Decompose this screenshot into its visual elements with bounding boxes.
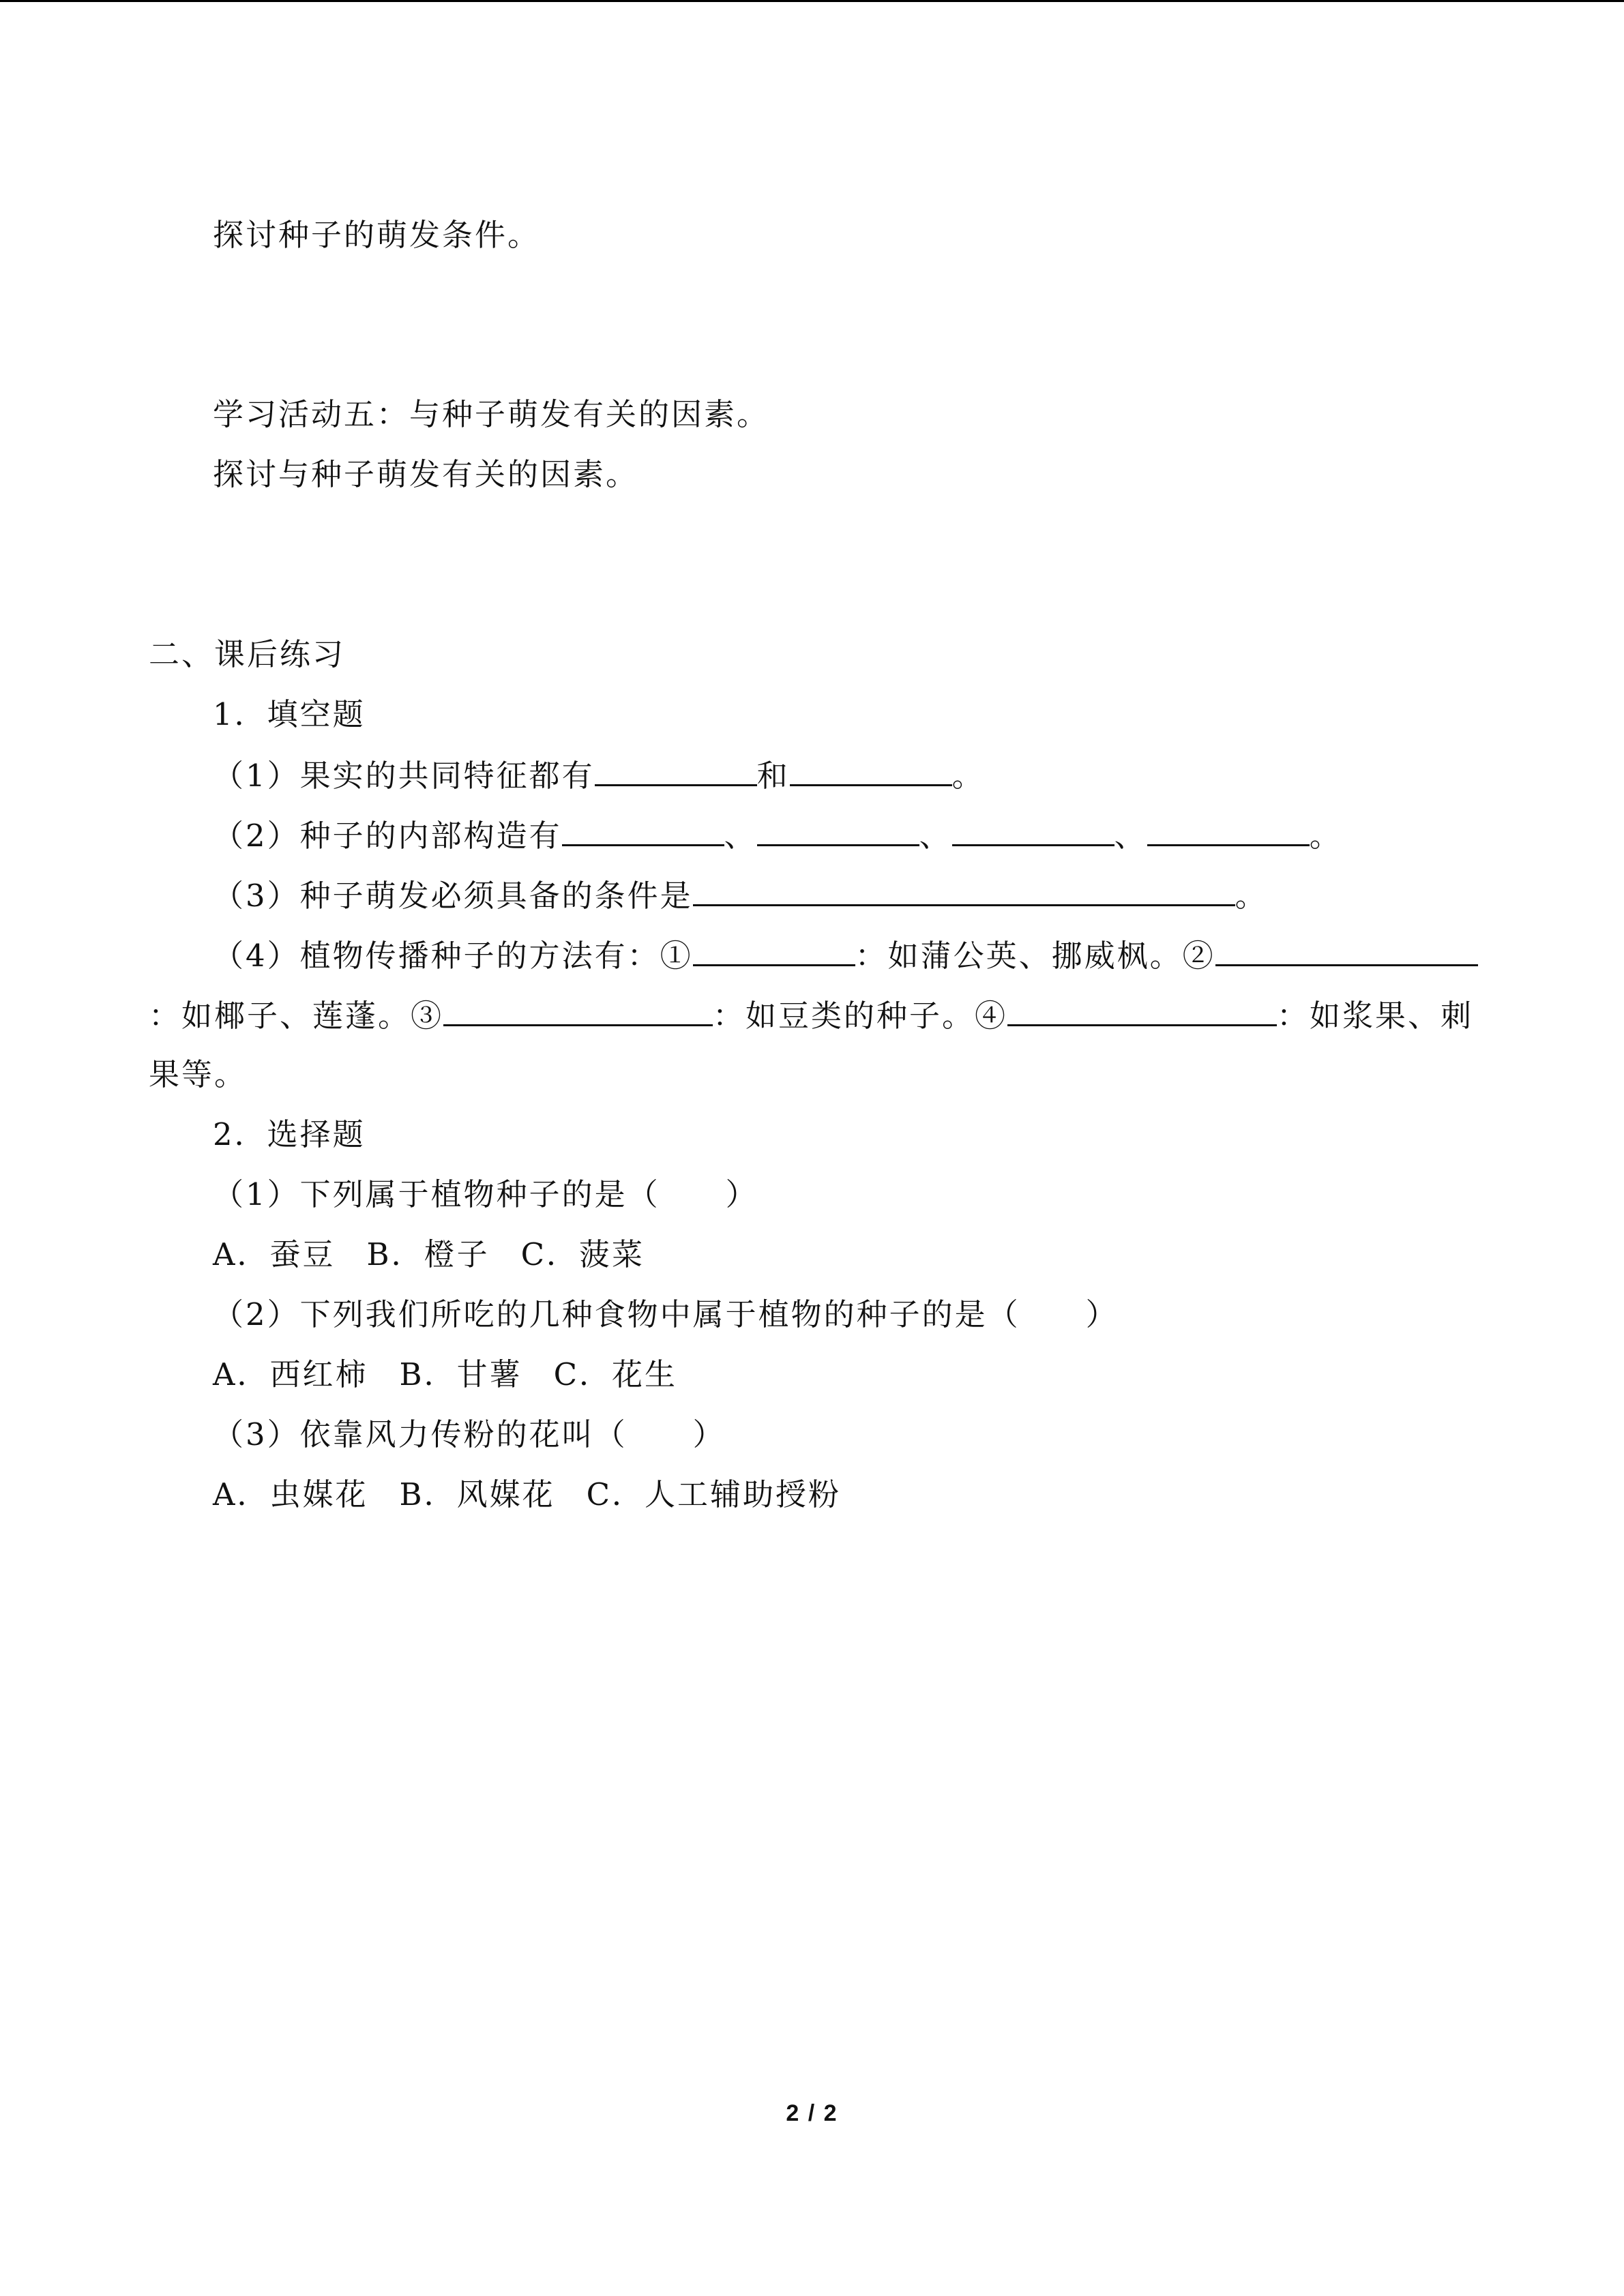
choice-q2-option-c[interactable]: C．花生 bbox=[553, 1356, 678, 1392]
q2-sep: 、 bbox=[1114, 818, 1147, 854]
q2-blank-4[interactable] bbox=[1147, 814, 1310, 846]
choice-heading: 2．选择题 bbox=[213, 1116, 366, 1152]
fill-blank-q4-line1 bbox=[213, 934, 1478, 976]
q4-water-example: ：如椰子、莲蓬。③ bbox=[149, 998, 444, 1034]
q2-end: 。 bbox=[1309, 818, 1342, 854]
q4-blank-4[interactable] bbox=[1007, 994, 1277, 1026]
choice-q2-option-a[interactable]: A．西红柿 bbox=[213, 1356, 368, 1392]
q1-blank-1[interactable] bbox=[595, 754, 757, 786]
q4-animal-example: ：如浆果、刺 bbox=[1277, 998, 1474, 1034]
choice-q2-options bbox=[213, 1354, 677, 1395]
fill-blank-q4-line3: 果等。 bbox=[149, 1056, 248, 1092]
q4-text: （4）植物传播种子的方法有：① bbox=[213, 938, 693, 974]
q2-sep: 、 bbox=[724, 818, 757, 854]
q1-and: 和 bbox=[756, 758, 790, 794]
fill-blank-q4-line2 bbox=[149, 994, 1473, 1037]
choice-q1-options bbox=[213, 1234, 645, 1275]
q3-text: （3）种子萌发必须具备的条件是 bbox=[213, 878, 693, 914]
q1-blank-2[interactable] bbox=[790, 754, 952, 786]
q2-blank-3[interactable] bbox=[952, 814, 1114, 846]
choice-q3-options bbox=[213, 1474, 841, 1515]
choice-q3-option-a[interactable]: A．虫媒花 bbox=[213, 1476, 368, 1512]
activity5-body: 探讨与种子萌发有关的因素。 bbox=[213, 456, 639, 492]
q2-blank-1[interactable] bbox=[562, 814, 724, 846]
choice-q1-option-a[interactable]: A．蚕豆 bbox=[213, 1236, 336, 1272]
q4-self-example: ：如豆类的种子。④ bbox=[713, 998, 1008, 1034]
fill-blank-q3 bbox=[213, 874, 1268, 916]
q3-blank[interactable] bbox=[693, 874, 1235, 906]
q4-blank-1[interactable] bbox=[693, 934, 855, 966]
fill-blank-q2 bbox=[213, 814, 1342, 856]
q4-wind-example: ：如蒲公英、挪威枫。② bbox=[855, 938, 1215, 974]
fill-blank-heading: 1．填空题 bbox=[213, 696, 366, 732]
q1-end: 。 bbox=[951, 758, 985, 794]
fill-blank-q1 bbox=[213, 754, 985, 796]
q4-blank-3[interactable] bbox=[443, 994, 713, 1026]
q2-blank-2[interactable] bbox=[757, 814, 919, 846]
choice-q2-option-b[interactable]: B．甘薯 bbox=[399, 1356, 522, 1392]
choice-q3: （3）依靠风力传粉的花叫（ ） bbox=[213, 1416, 726, 1452]
choice-q1-option-b[interactable]: B．橙子 bbox=[366, 1236, 490, 1272]
choice-q2: （2）下列我们所吃的几种食物中属于植物的种子的是（ ） bbox=[213, 1296, 1119, 1332]
choice-q1: （1）下列属于植物种子的是（ ） bbox=[213, 1176, 758, 1212]
page-top-border bbox=[0, 0, 1624, 2]
q1-text: （1）果实的共同特征都有 bbox=[213, 758, 595, 794]
choice-q3-option-c[interactable]: C．人工辅助授粉 bbox=[586, 1476, 842, 1512]
activity5-title: 学习活动五：与种子萌发有关的因素。 bbox=[213, 396, 770, 432]
q3-end: 。 bbox=[1235, 878, 1268, 914]
choice-q3-option-b[interactable]: B．风媒花 bbox=[399, 1476, 555, 1512]
q2-sep: 、 bbox=[919, 818, 952, 854]
choice-q1-option-c[interactable]: C．菠菜 bbox=[520, 1236, 645, 1272]
q4-blank-2[interactable] bbox=[1215, 934, 1478, 966]
exercise-heading: 二、课后练习 bbox=[149, 636, 346, 672]
page-number: 2 / 2 bbox=[786, 2100, 838, 2126]
explore-germination-text: 探讨种子的萌发条件。 bbox=[213, 217, 541, 253]
q2-text: （2）种子的内部构造有 bbox=[213, 818, 562, 854]
